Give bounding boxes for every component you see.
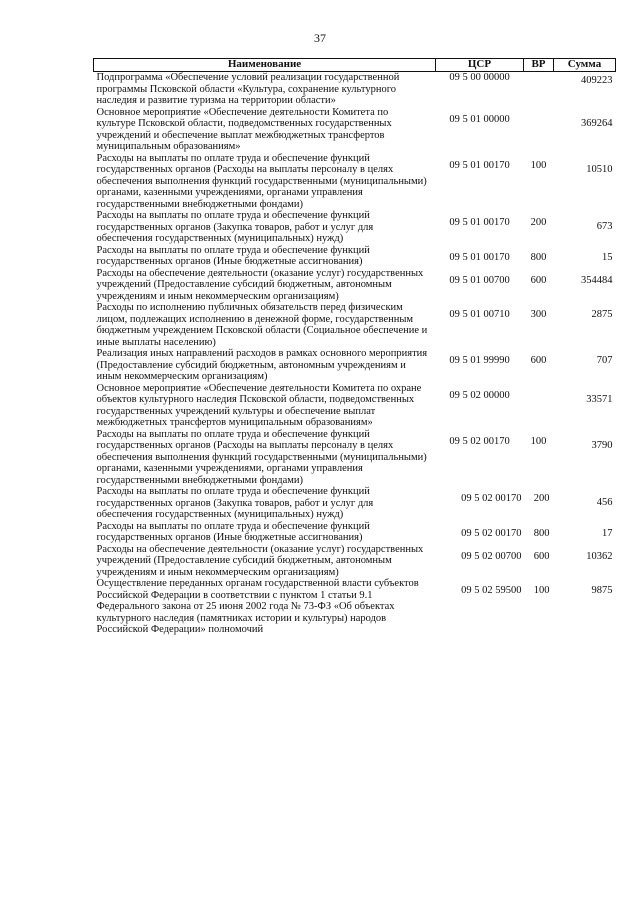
row-csr: 09 5 01 00000 [449, 113, 510, 125]
row-sum: 707 [596, 355, 613, 366]
row-csr: 09 5 02 00170 [461, 493, 522, 504]
row-csr: 09 5 01 00710 [449, 309, 510, 320]
row-csr: 09 5 01 00170 [449, 217, 510, 228]
table-row [94, 578, 616, 636]
row-vr: 300 [530, 309, 547, 320]
row-vr [524, 72, 554, 107]
row-name: Расходы по исполнению публичных обязательств перед физическим лицом, подлежащих исполнению в денежной форме, государственным бюджетным учреждением Псковской области (Социальное обеспечение и иные выплаты населению) [96, 302, 428, 348]
table-header-row [94, 59, 616, 72]
row-vr: 800 [530, 251, 547, 263]
table-row [94, 107, 616, 153]
header-sum: Сумма [554, 59, 616, 72]
row-sum: 673 [596, 221, 613, 232]
header-vr: ВР [524, 59, 554, 72]
row-name: Расходы на выплаты по оплате труда и обеспечение функций государственных органов (Расходы на выплаты персоналу в целях обеспечения выполнения функций государственными (муниципальными) органами, казенными учреждениями, органами управления государственными внебюджетными фондами) [96, 428, 427, 486]
table-row [94, 268, 616, 303]
row-sum: 456 [596, 497, 613, 508]
row-name: Реализация иных направлений расходов в рамках основного мероприятия (Предоставление субсидий бюджетным, автономным учреждениям и иным некоммерческим организациям) [96, 348, 428, 382]
row-name: Расходы на выплаты по оплате труда и обеспечение функций государственных органов (Иные бюджетные ассигнования) [96, 244, 370, 267]
table-row [94, 72, 616, 107]
row-vr: 600 [530, 355, 547, 366]
row-csr: 09 5 01 00700 [449, 274, 510, 286]
table-row [94, 544, 616, 579]
row-name: Расходы на обеспечение деятельности (оказание услуг) государственных учреждений (Предоставление субсидий бюджетным, автономным учреждениям и иным некоммерческим организациям) [96, 267, 424, 302]
row-name: Расходы на выплаты по оплате труда и обеспечение функций государственных органов (Иные бюджетные ассигнования) [96, 520, 370, 543]
row-vr: 800 [533, 527, 550, 539]
row-csr: 09 5 01 99990 [449, 355, 510, 366]
row-sum: 33571 [586, 393, 613, 405]
row-vr [524, 107, 554, 153]
row-csr: 09 5 02 00170 [449, 435, 510, 447]
row-vr: 600 [533, 550, 550, 562]
table-row [94, 302, 616, 348]
page-number: 37 [314, 31, 326, 45]
row-vr [524, 383, 554, 429]
row-name: Расходы на обеспечение деятельности (оказание услуг) государственных учреждений (Предоставление субсидий бюджетным, автономным учреждениям и иным некоммерческим организациям) [96, 543, 424, 578]
row-vr: 100 [530, 435, 547, 447]
table-row [94, 153, 616, 211]
row-sum: 10362 [586, 550, 613, 562]
row-name: Основное мероприятие «Обеспечение деятельности Комитета по охране объектов культурного наследия Псковской области, подведомственных государственных учреждений культуры и обеспечение выплат межбюджетных трансфертов муниципальным образованиям» [96, 382, 422, 428]
row-name: Расходы на выплаты по оплате труда и обеспечение функций государственных органов (Закупка товаров, работ и услуг для обеспечения государственных (муниципальных) нужд) [96, 210, 374, 244]
row-name: Расходы на выплаты по оплате труда и обеспечение функций государственных органов (Закупка товаров, работ и услуг для обеспечения государственных (муниципальных) нужд) [96, 486, 374, 520]
row-csr: 09 5 00 00000 [449, 72, 510, 83]
row-csr: 09 5 01 00170 [449, 251, 510, 263]
row-sum: 15 [602, 251, 613, 263]
row-name: Подпрограмма «Обеспечение условий реализации государственной программы Псковской области «Культура, сохранение культурного наследия и развитие туризма на территории области» [96, 72, 400, 106]
table-row [94, 383, 616, 429]
row-sum: 10510 [586, 163, 613, 175]
row-name: Осуществление переданных органам государственной власти субъектов Российской Федерации в соответствии с пунктом 1 статьи 9.1 Федерального закона от 25 июня 2002 года № 73-ФЗ «Об объектах культурного наследия (памятниках истории и культуры) народов Российской Федерации» полномочий [96, 578, 419, 635]
table-row [94, 245, 616, 268]
table-row [94, 521, 616, 544]
row-name: Расходы на выплаты по оплате труда и обеспечение функций государственных органов (Расходы на выплаты персоналу в целях обеспечения выполнения функций государственными (муниципальными) органами, казенными учреждениями, органами управления государственными внебюджетными фондами) [96, 152, 427, 210]
budget-table [93, 58, 616, 636]
row-sum: 354484 [581, 274, 613, 286]
table-row [94, 210, 616, 245]
row-sum: 9875 [591, 585, 613, 596]
row-csr: 09 5 02 59500 [461, 585, 522, 596]
header-name: Наименование [94, 59, 436, 72]
header-csr: ЦСР [436, 59, 524, 72]
row-sum: 369264 [581, 117, 613, 129]
table-row [94, 486, 616, 521]
row-sum: 3790 [591, 439, 613, 451]
row-name: Основное мероприятие «Обеспечение деятельности Комитета по культуре Псковской области, подведомственных государственных учреждений и обеспечение выплат межбюджетных трансфертов муниципальным образованиям» [96, 106, 392, 152]
row-sum: 17 [602, 527, 613, 539]
row-vr: 600 [530, 274, 547, 286]
row-vr: 100 [530, 159, 547, 171]
row-vr: 200 [533, 493, 550, 504]
row-csr: 09 5 01 00170 [449, 159, 510, 171]
row-vr: 100 [533, 585, 550, 596]
row-csr: 09 5 02 00000 [449, 389, 510, 401]
row-sum: 2875 [591, 309, 613, 320]
row-csr: 09 5 02 00700 [461, 550, 522, 562]
row-csr: 09 5 02 00170 [461, 527, 522, 539]
row-vr: 200 [530, 217, 547, 228]
row-sum: 409223 [581, 75, 613, 86]
table-row [94, 348, 616, 383]
table-row [94, 429, 616, 487]
